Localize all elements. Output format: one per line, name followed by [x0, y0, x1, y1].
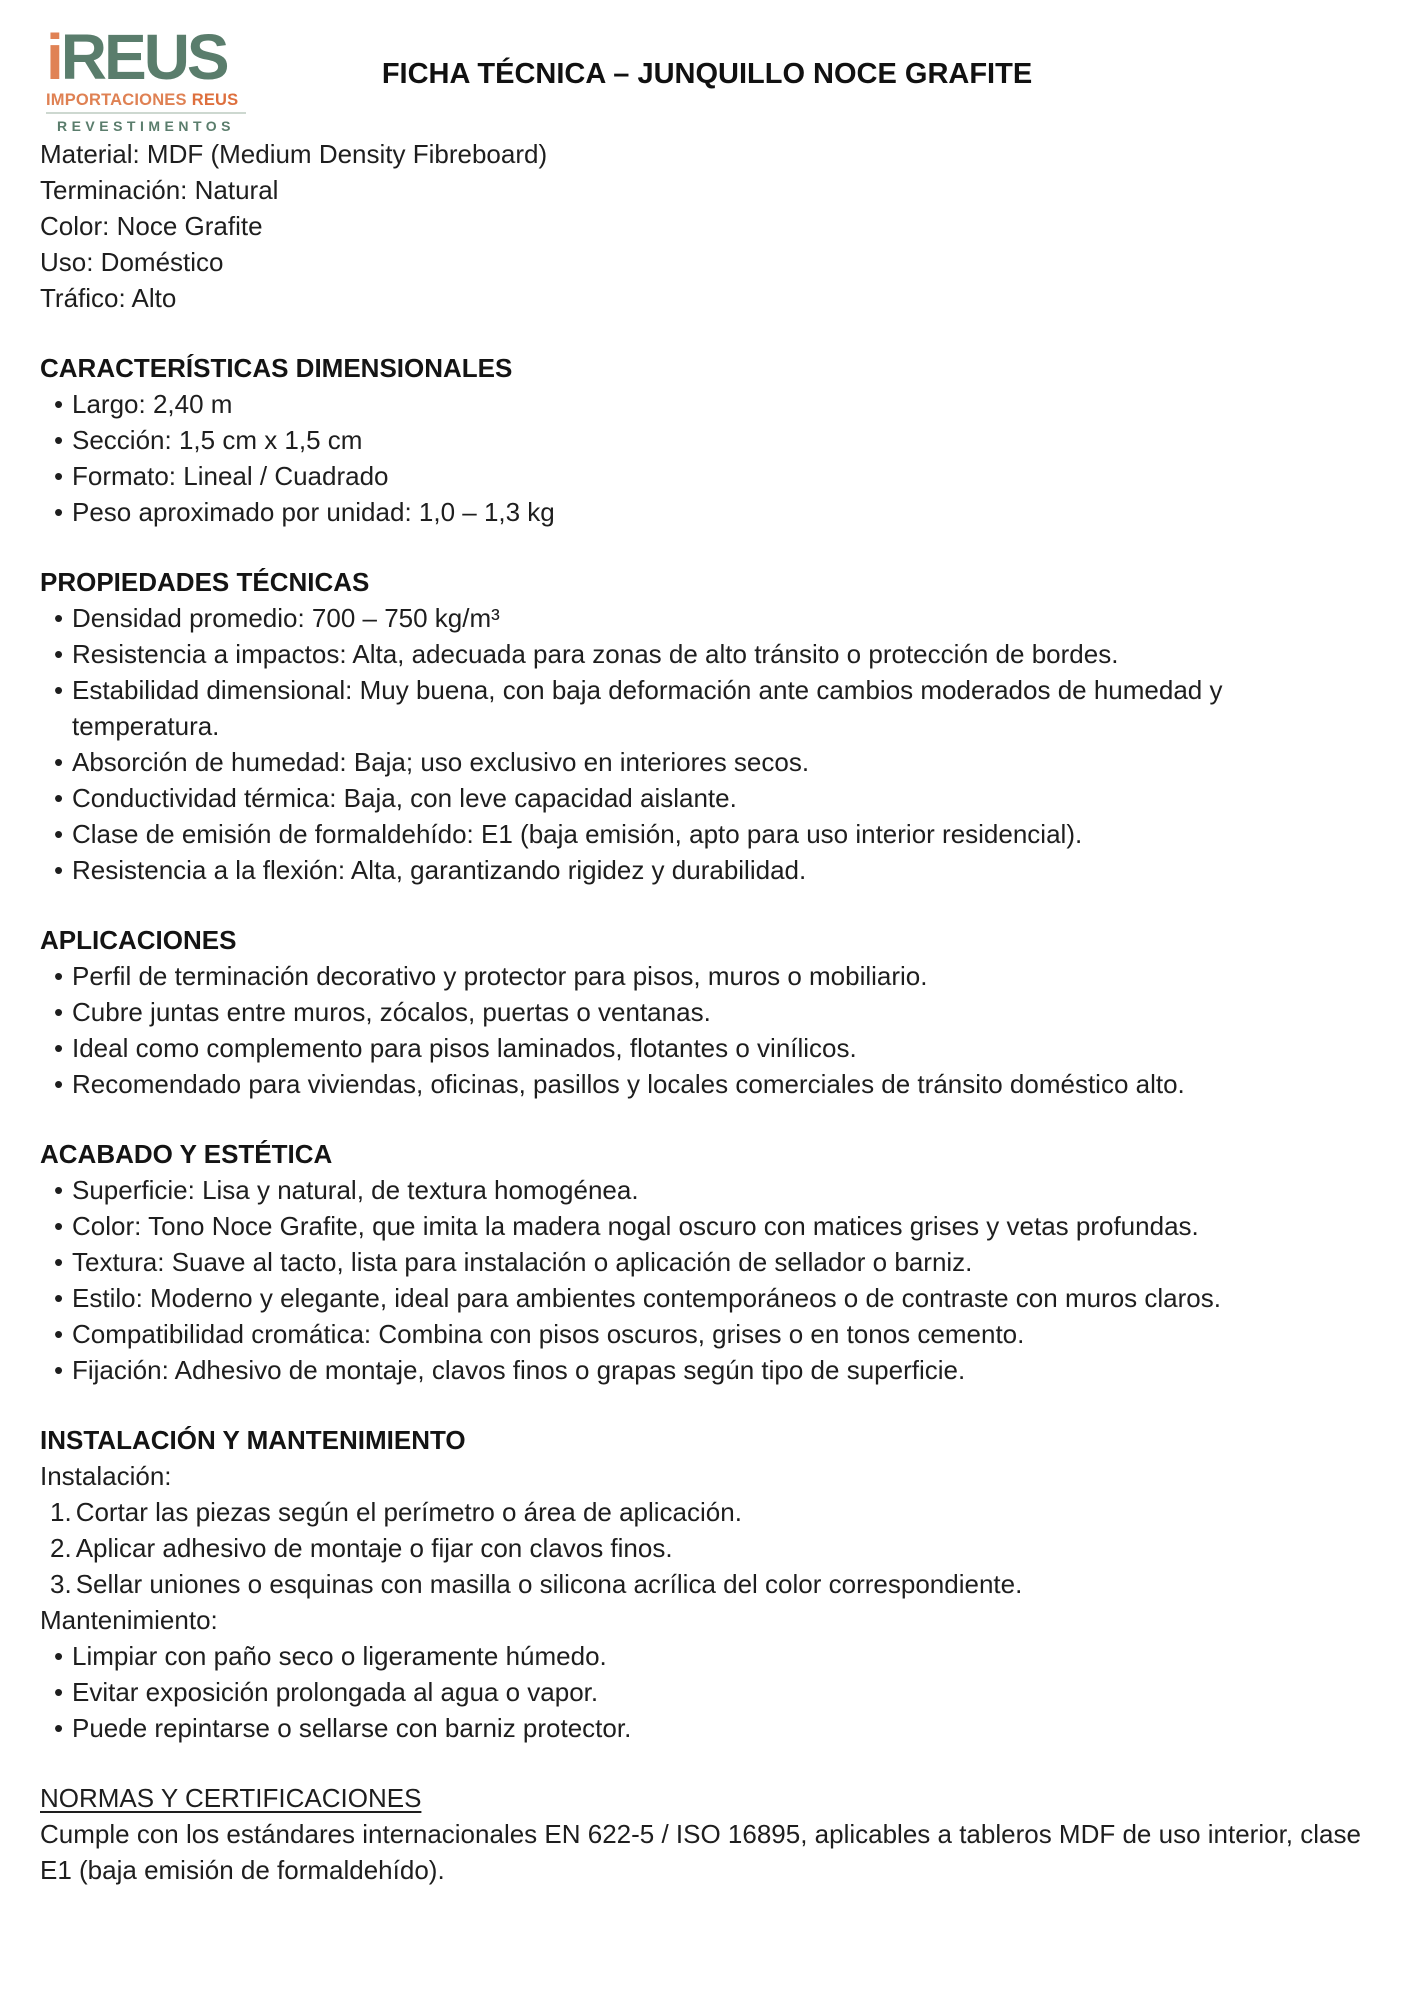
- list-item: • Clase de emisión de formaldehído: E1 (baja emisión, apto para uso interior residencial).: [40, 816, 1292, 852]
- list-item: • Puede repintarse o sellarse con barniz protector.: [40, 1710, 1292, 1746]
- info-material: Material: MDF (Medium Density Fibreboard): [40, 139, 548, 169]
- section-heading: CARACTERÍSTICAS DIMENSIONALES: [40, 353, 513, 383]
- list-item: • Superficie: Lisa y natural, de textura homogénea.: [40, 1172, 1292, 1208]
- section-heading: APLICACIONES: [40, 925, 237, 955]
- section-instalacion-mantenimiento: [40, 1422, 1414, 1746]
- normas-paragraph: Cumple con los estándares internacionales EN 622-5 / ISO 16895, aplicables a tableros MDF de uso interior, clase E1 (baja emisión de formaldehído).: [40, 1819, 1361, 1885]
- list-item: • Largo: 2,40 m: [40, 386, 1292, 422]
- info-uso: Uso: Doméstico: [40, 247, 224, 277]
- section-acabado-estetica: [40, 1136, 1414, 1388]
- list-item: • Color: Tono Noce Grafite, que imita la madera nogal oscuro con matices grises y vetas profundas.: [40, 1208, 1292, 1244]
- logo-tagline: REVESTIMENTOS: [56, 118, 236, 134]
- section-aplicaciones: [40, 922, 1414, 1102]
- bullet-list: [40, 386, 1292, 530]
- product-info-block: [40, 136, 1414, 316]
- section-normas-certificaciones: [40, 1780, 1414, 1888]
- list-item: • Textura: Suave al tacto, lista para instalación o aplicación de sellador o barniz.: [40, 1244, 1292, 1280]
- bullet-list: [40, 600, 1292, 888]
- logo-letters-reus: REUS: [60, 21, 227, 93]
- list-item: • Perfil de terminación decorativo y protector para pisos, muros o mobiliario.: [40, 958, 1292, 994]
- section-heading: INSTALACIÓN Y MANTENIMIENTO: [40, 1425, 466, 1455]
- list-item: • Formato: Lineal / Cuadrado: [40, 458, 1292, 494]
- list-item: • Evitar exposición prolongada al agua o vapor.: [40, 1674, 1292, 1710]
- section-heading: NORMAS Y CERTIFICACIONES: [40, 1783, 422, 1813]
- sub-label-mantenimiento: Mantenimiento:: [40, 1605, 218, 1635]
- section-caracteristicas-dimensionales: [40, 350, 1414, 530]
- list-item: • Compatibilidad cromática: Combina con pisos oscuros, grises o en tonos cemento.: [40, 1316, 1292, 1352]
- list-item: • Recomendado para viviendas, oficinas, pasillos y locales comerciales de tránsito doméstico alto.: [40, 1066, 1292, 1102]
- numbered-item: [40, 1566, 1302, 1602]
- section-propiedades-tecnicas: [40, 564, 1414, 888]
- step-number: 2.: [50, 1533, 72, 1563]
- step-text: Sellar uniones o esquinas con masilla o silicona acrílica del color correspondiente.: [75, 1569, 1023, 1599]
- list-item: • Fijación: Adhesivo de montaje, clavos finos o grapas según tipo de superficie.: [40, 1352, 1292, 1388]
- numbered-list: [40, 1494, 1414, 1602]
- info-color: Color: Noce Grafite: [40, 211, 263, 241]
- logo-wordmark: [46, 21, 246, 93]
- list-item: • Ideal como complemento para pisos laminados, flotantes o vinílicos.: [40, 1030, 1292, 1066]
- list-item: • Sección: 1,5 cm x 1,5 cm: [40, 422, 1292, 458]
- numbered-item: [40, 1530, 1302, 1566]
- list-item: • Estilo: Moderno y elegante, ideal para ambientes contemporáneos o de contraste con muros claros.: [40, 1280, 1292, 1316]
- list-item: • Estabilidad dimensional: Muy buena, con baja deformación ante cambios moderados de humedad y temperatura.: [40, 672, 1292, 744]
- sub-label-instalacion: Instalación:: [40, 1461, 172, 1491]
- bullet-list: [40, 1638, 1292, 1746]
- logo-letter-i: i: [46, 21, 61, 93]
- page-title: FICHA TÉCNICA – JUNQUILLO NOCE GRAFITE: [381, 58, 1033, 90]
- bullet-list: [40, 1172, 1292, 1388]
- info-terminacion: Terminación: Natural: [40, 175, 279, 205]
- list-item: • Absorción de humedad: Baja; uso exclusivo en interiores secos.: [40, 744, 1292, 780]
- list-item: • Densidad promedio: 700 – 750 kg/m³: [40, 600, 1292, 636]
- logo-importaciones: IMPORTACIONES: [46, 91, 187, 109]
- section-heading: ACABADO Y ESTÉTICA: [40, 1139, 333, 1169]
- step-text: Aplicar adhesivo de montaje o fijar con clavos finos.: [75, 1533, 673, 1563]
- step-number: 1.: [50, 1497, 72, 1527]
- logo-subtitle-reus: REUS: [191, 91, 239, 109]
- step-text: Cortar las piezas según el perímetro o área de aplicación.: [75, 1497, 742, 1527]
- list-item: • Resistencia a impactos: Alta, adecuada para zonas de alto tránsito o protección de bordes.: [40, 636, 1292, 672]
- step-number: 3.: [50, 1569, 72, 1599]
- list-item: • Cubre juntas entre muros, zócalos, puertas o ventanas.: [40, 994, 1292, 1030]
- ireus-logo: [46, 21, 246, 135]
- list-item: • Peso aproximado por unidad: 1,0 – 1,3 kg: [40, 494, 1292, 530]
- bullet-list: [40, 958, 1292, 1102]
- logo-divider: [46, 112, 246, 114]
- section-heading: PROPIEDADES TÉCNICAS: [40, 567, 370, 597]
- header: [0, 0, 1414, 134]
- logo-subtitle: [46, 91, 246, 110]
- numbered-item: [40, 1494, 1302, 1530]
- list-item: • Limpiar con paño seco o ligeramente húmedo.: [40, 1638, 1292, 1674]
- list-item: • Conductividad térmica: Baja, con leve capacidad aislante.: [40, 780, 1292, 816]
- info-trafico: Tráfico: Alto: [40, 283, 177, 313]
- list-item: • Resistencia a la flexión: Alta, garantizando rigidez y durabilidad.: [40, 852, 1292, 888]
